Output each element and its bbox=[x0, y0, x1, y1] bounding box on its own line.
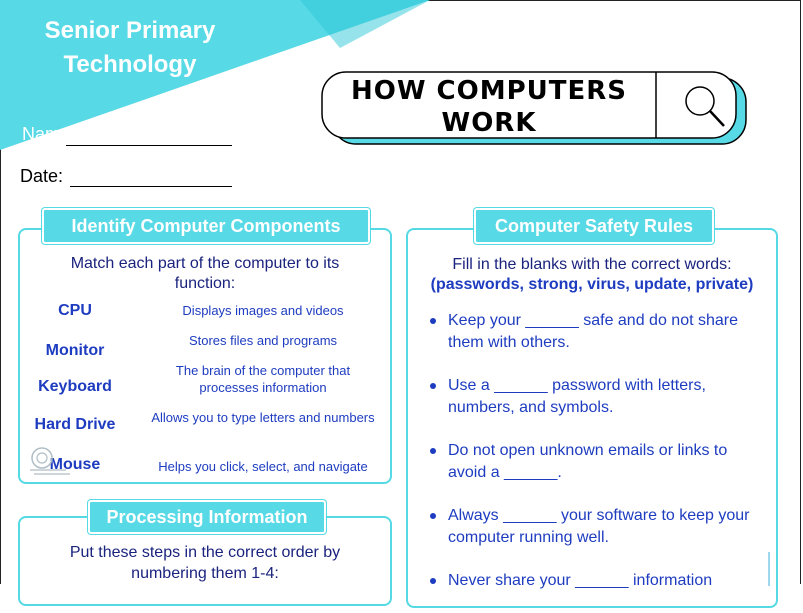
page-title bbox=[322, 72, 656, 142]
component-name: CPU bbox=[58, 302, 92, 319]
safety-intro: Fill in the blanks with the correct words: bbox=[452, 256, 732, 273]
component-name: Monitor bbox=[45, 342, 105, 359]
safety-rule: Keep your ______ safe and do not share them with others. bbox=[428, 310, 768, 354]
component-description: Displays images and videos bbox=[182, 303, 344, 318]
magnifying-glass-icon bbox=[680, 82, 730, 132]
component-description: Stores files and programs bbox=[188, 333, 338, 348]
school-title-line2: Technology bbox=[63, 51, 197, 78]
component-row bbox=[20, 410, 380, 452]
school-title bbox=[30, 14, 230, 82]
safety-rule: Never share your ______ information bbox=[428, 570, 768, 592]
page-title-line2: WORK bbox=[441, 108, 537, 138]
safety-word-bank: (passwords, strong, virus, update, private) bbox=[430, 276, 754, 293]
component-description: Helps you click, select, and navigate bbox=[158, 459, 368, 474]
component-name: Mouse bbox=[49, 456, 101, 473]
processing-title: Processing Information bbox=[88, 500, 326, 534]
component-name: Hard Drive bbox=[34, 416, 116, 433]
processing-intro-line1: Put these steps in the correct order by bbox=[69, 544, 341, 561]
component-name: Keyboard bbox=[38, 378, 112, 395]
circuit-decoration-icon bbox=[26, 440, 74, 480]
processing-intro bbox=[28, 542, 382, 584]
page-title-line1: HOW COMPUTERS bbox=[350, 76, 628, 106]
component-row bbox=[20, 452, 380, 490]
name-field[interactable] bbox=[66, 145, 232, 146]
components-intro-line2: function: bbox=[174, 275, 236, 292]
name-label: Name: bbox=[22, 124, 76, 144]
school-title-line1: Senior Primary bbox=[44, 17, 216, 44]
component-description: The brain of the computer that processes information bbox=[175, 363, 351, 395]
safety-title: Computer Safety Rules bbox=[474, 208, 714, 244]
components-title: Identify Computer Components bbox=[42, 208, 370, 244]
safety-rules-list bbox=[428, 310, 768, 613]
processing-intro-line2: numbering them 1-4: bbox=[131, 565, 279, 582]
components-intro bbox=[28, 254, 382, 294]
component-description: Allows you to type letters and numbers bbox=[151, 410, 375, 425]
safety-rule: Use a ______ password with letters, numbers, and symbols. bbox=[428, 375, 768, 419]
date-field[interactable] bbox=[70, 186, 232, 187]
safety-rule: Do not open unknown emails or links to avoid a ______. bbox=[428, 440, 768, 484]
safety-rule: Always ______ your software to keep your computer running well. bbox=[428, 505, 768, 549]
components-intro-line1: Match each part of the computer to its bbox=[70, 255, 340, 272]
date-label: Date: bbox=[20, 166, 64, 186]
side-decoration bbox=[768, 552, 770, 586]
